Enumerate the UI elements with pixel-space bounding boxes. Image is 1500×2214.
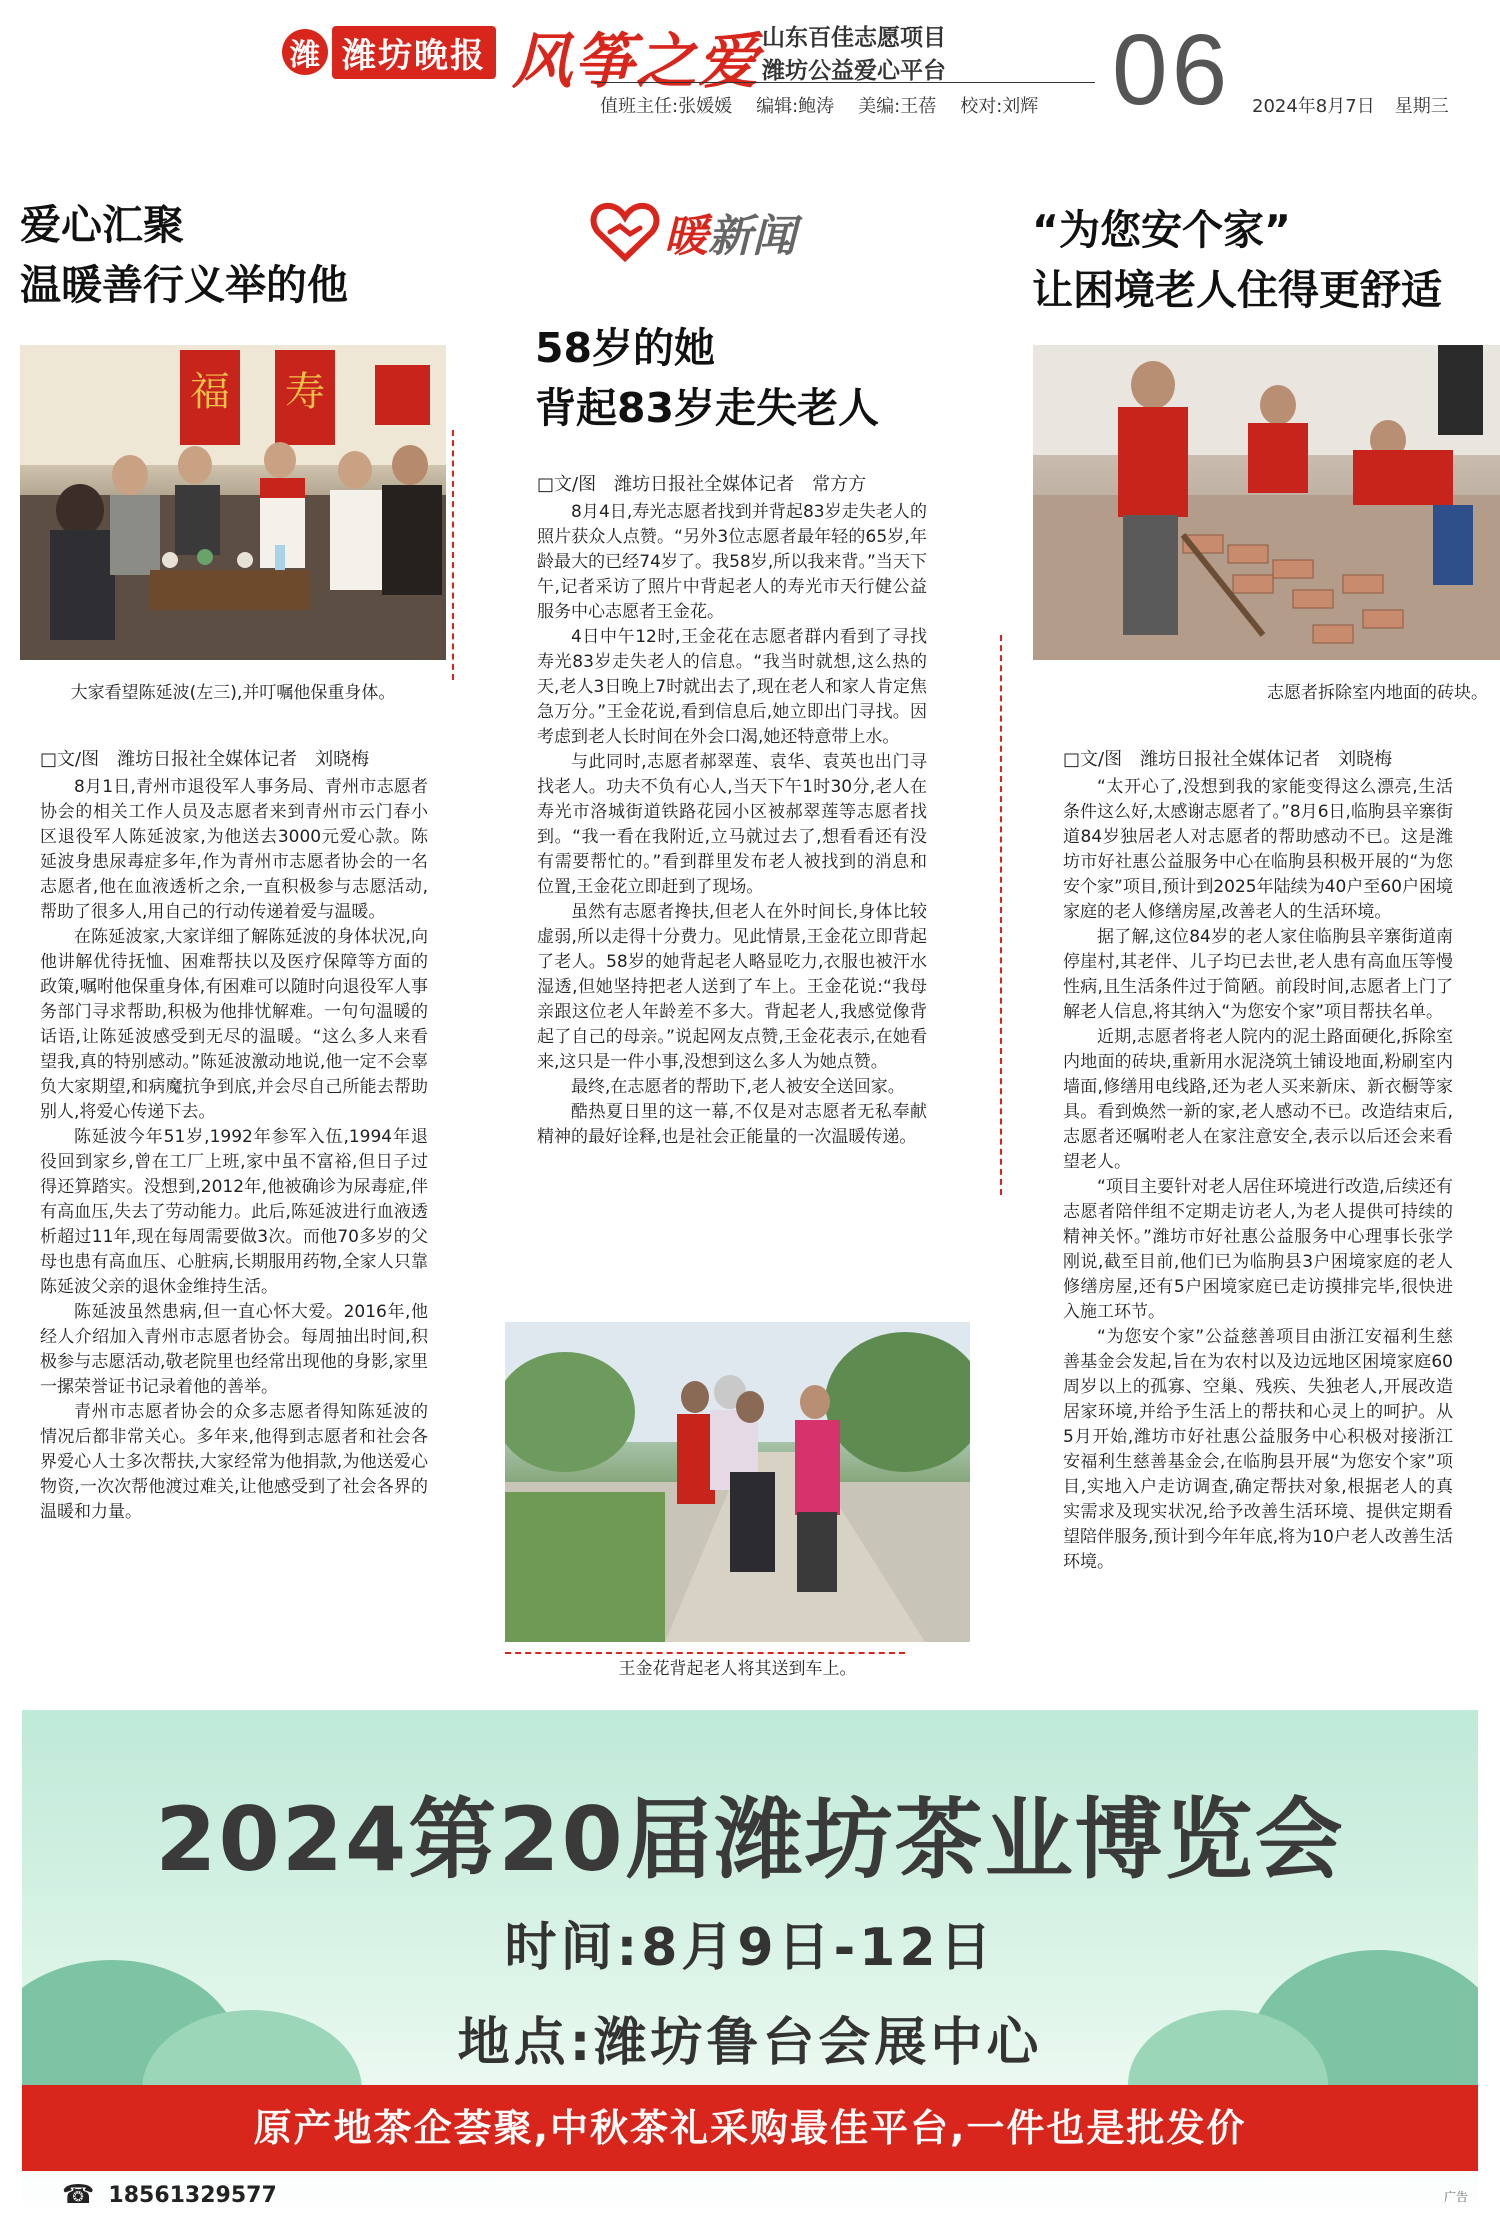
left-title-line2: 温暖善行义举的他 [20, 261, 348, 309]
right-paragraph: “项目主要针对老人居住环境进行改造,后续还有志愿者陪伴组不定期走访老人,为老人提供可持续的精神关怀。”潍坊市好社惠公益服务中心理事长张学刚说,截至目前,他们已为临朐县3户困境家庭的老人修缮房屋,还有5户困境家庭已走访摸排完毕,很快进入施工环节。 [1063, 1177, 1453, 1322]
decorative-dash [1000, 635, 1002, 1195]
calligraphy-shou: 寿 [285, 369, 325, 415]
editor-credit: 校对:刘辉 [960, 96, 1039, 117]
right-paragraph: 近期,志愿者将老人院内的泥土路面硬化,拆除室内地面的砖块,重新用水泥浇筑土铺设地面,粉刷室内墙面,修缮用电线路,还为老人买来新床、新衣橱等家具。看到焕然一新的家,老人感动不已。改造结束后,志愿者还嘱咐老人在家注意安全,表示以后还会来看望老人。 [1063, 1027, 1453, 1172]
page-number: 06 [1112, 14, 1232, 126]
left-article-title [20, 195, 440, 315]
left-title-line1: 爱心汇聚 [20, 201, 184, 249]
middle-paragraph: 与此同时,志愿者郝翠莲、袁华、袁英也出门寻找老人。功夫不负有心人,当天下午1时30分,老人在寿光市洛城街道铁路花园小区被郝翠莲等志愿者找到。“我一看在我附近,立马就过去了,想看看还有没有需要帮忙的。”看到群里发布老人被找到的消息和位置,王金花立即赶到了现场。 [537, 752, 927, 897]
left-paragraph: 陈延波今年51岁,1992年参军入伍,1994年退役回到家乡,曾在工厂上班,家中虽不富裕,但日子过得还算踏实。没想到,2012年,他被确诊为尿毒症,伴有高血压,失去了劳动能力。此后,陈延波进行血液透析超过11年,现在每周需要做3次。而他70多岁的父母也患有高血压、心脏病,长期服用药物,全家人只靠陈延波父亲的退休金维持生活。 [40, 1127, 428, 1297]
masthead [0, 0, 1500, 125]
middle-byline: □文/图 潍坊日报社全媒体记者 常方方 [537, 474, 867, 495]
right-paragraph: 据了解,这位84岁的老人家住临朐县辛寨街道南停崖村,其老伴、儿子均已去世,老人患有高血压等慢性病,且生活条件过于简陋。前段时间,志愿者上门了解老人信息,将其纳入“为您安个家”项目帮扶名单。 [1063, 927, 1453, 1022]
left-photo-caption: 大家看望陈延波(左三),并叮嘱他保重身体。 [70, 683, 396, 703]
right-photo-caption: 志愿者拆除室内地面的砖块。 [1267, 683, 1488, 703]
right-title-line1: “为您安个家” [1032, 206, 1291, 254]
right-title-line2: 让困境老人住得更舒适 [1032, 266, 1442, 314]
date: 2024年8月7日 [1252, 96, 1375, 117]
handshake-heart-icon [590, 202, 660, 262]
editor-credit: 美编:王蓓 [858, 96, 937, 117]
ad-phone [62, 2180, 277, 2210]
middle-paragraph: 4日中午12时,王金花在志愿者群内看到了寻找寿光83岁走失老人的信息。“我当时就想,这么热的天,老人3日晚上7时就出去了,现在老人和家人肯定焦急万分。”王金花说,看到信息后,她立即出门寻找。因考虑到老人长时间在外会口渴,她还特意带上水。 [537, 627, 927, 747]
column-subtitle [762, 22, 946, 88]
ad-slogan-banner: 原产地茶企荟聚,中秋茶礼采购最佳平台,一件也是批发价 [22, 2085, 1478, 2171]
editor-credit: 值班主任:张媛媛 [600, 96, 733, 117]
left-article-body [40, 775, 428, 1525]
middle-photo-caption: 王金花背起老人将其送到车上。 [618, 1659, 857, 1679]
warm-news-title [664, 200, 796, 264]
phone-icon: ☎ [62, 2180, 95, 2210]
middle-title-line2: 背起83岁走失老人 [535, 384, 880, 432]
warm-news-red: 暖 [664, 211, 708, 262]
right-paragraph: “太开心了,没想到我的家能变得这么漂亮,生活条件这么好,太感谢志愿者了。”8月6日,临朐县辛寨街道84岁独居老人对志愿者的帮助感动不已。这是潍坊市好社惠公益服务中心在临朐县积极开展的“为您安个家”项目,预计到2025年陆续为40户至60户困境家庭的老人修缮房屋,改善老人的生活环境。 [1063, 777, 1453, 922]
middle-article-photo [505, 1322, 970, 1642]
middle-article-body [537, 500, 927, 1150]
right-article-photo [1033, 345, 1500, 660]
issue-date [1252, 92, 1449, 118]
paper-logo-mark: 潍 [282, 29, 328, 75]
ad-place: 地点:潍坊鲁台会展中心 [457, 2013, 1043, 2073]
brick-removal-illustration [1033, 345, 1500, 660]
middle-paragraph: 8月4日,寿光志愿者找到并背起83岁走失老人的照片获众人点赞。“另外3位志愿者最年轻的65岁,年龄最大的已经74岁了。我58岁,所以我来背。”当天下午,记者采访了照片中背起老人的寿光市天行健公益服务中心志愿者王金花。 [537, 502, 927, 622]
right-paragraph: “为您安个家”公益慈善项目由浙江安福利生慈善基金会发起,旨在为农村以及边远地区困境家庭60周岁以上的孤寡、空巢、残疾、失独老人,开展改造居家环境,并给予生活上的帮扶和心灵上的呵护。从5月开始,潍坊市好社惠公益服务中心积极对接浙江安福利生慈善基金会,在临朐县开展“为您安个家”项目,实地入户走访调查,确定帮扶对象,根据老人的真实需求及现实状况,给予改善生活环境、提供定期看望陪伴服务,预计到今年年底,将为10户老人改善生活环境。 [1063, 1327, 1453, 1572]
paper-logo [282, 28, 496, 76]
column-subtitle-line2: 潍坊公益爱心平台 [762, 58, 946, 84]
decorative-dash [452, 430, 454, 680]
visit-scene-illustration [20, 345, 446, 660]
editor-credit: 编辑:鲍涛 [756, 96, 835, 117]
ad-tag: 广告 [1443, 2190, 1468, 2204]
editor-credits [600, 92, 1038, 118]
left-paragraph: 8月1日,青州市退役军人事务局、青州市志愿者协会的相关工作人员及志愿者来到青州市云门春小区退役军人陈延波家,为他送去3000元爱心款。陈延波身患尿毒症多年,作为青州市志愿者协会的一名志愿者,他在血液透析之余,一直积极参与志愿活动,帮助了很多人,用自己的行动传递着爱与温暖。 [40, 777, 428, 922]
left-paragraph: 青州市志愿者协会的众多志愿者得知陈延波的情况后都非常关心。多年来,他得到志愿者和社会各界爱心人士多次帮扶,大家经常为他捐款,为他送爱心物资,一次次帮他渡过难关,让他感受到了社会各界的温暖和力量。 [40, 1402, 428, 1522]
left-byline: □文/图 潍坊日报社全媒体记者 刘晓梅 [40, 749, 370, 770]
middle-paragraph: 最终,在志愿者的帮助下,老人被安全送回家。 [571, 1077, 905, 1097]
header-rule [595, 82, 1095, 83]
middle-title-line1: 58岁的她 [535, 324, 716, 372]
middle-article-title [535, 318, 955, 438]
middle-paragraph: 酷热夏日里的这一幕,不仅是对志愿者无私奉献精神的最好诠释,也是社会正能量的一次温暖传递。 [537, 1102, 927, 1147]
right-article-title [1032, 200, 1492, 320]
paper-name: 潍坊晚报 [332, 26, 496, 79]
column-title: 风筝之爱 [512, 27, 760, 97]
ad-time: 时间:8月9日-12日 [504, 1918, 996, 1978]
left-paragraph: 陈延波虽然患病,但一直心怀大爱。2016年,他经人介绍加入青州市志愿者协会。每周抽出时间,积极参与志愿活动,敬老院里也经常出现他的身影,家里一摞荣誉证书记录着他的善举。 [40, 1302, 428, 1397]
tea-expo-advertisement [22, 1710, 1478, 2214]
right-article-body [1063, 775, 1453, 1575]
carrying-elder-illustration [505, 1322, 970, 1642]
left-paragraph: 在陈延波家,大家详细了解陈延波的身体状况,向他讲解优待抚恤、困难帮扶以及医疗保障等方面的政策,嘱咐他保重身体,有困难可以随时向退役军人事务部门寻求帮助,积极为他排忧解难。一句句温暖的话语,让陈延波感受到无尽的温暖。“这么多人来看望我,真的特别感动。”陈延波激动地说,他一定不会辜负大家期望,和病魔抗争到底,并会尽自己所能去帮助别人,将爱心传递下去。 [40, 927, 428, 1122]
warm-news-grey: 新闻 [708, 211, 796, 262]
left-article-photo [20, 345, 446, 660]
warm-news-logo [590, 200, 796, 264]
calligraphy-fu: 福 [190, 369, 230, 415]
column-subtitle-line1: 山东百佳志愿项目 [762, 25, 946, 51]
middle-paragraph: 虽然有志愿者搀扶,但老人在外时间长,身体比较虚弱,所以走得十分费力。见此情景,王金花立即背起了老人。58岁的她背起老人略显吃力,衣服也被汗水湿透,但她坚持把老人送到了车上。王金花说:“我母亲跟这位老人年龄差不多大。背起老人,我感觉像背起了自己的母亲。”说起网友点赞,王金花表示,在她看来,这只是一件小事,没想到这么多人为她点赞。 [537, 902, 927, 1072]
weekday: 星期三 [1394, 96, 1449, 117]
ad-title: 2024第20届潍坊茶业博览会 [155, 1788, 1345, 1891]
phone-number: 18561329577 [108, 2182, 277, 2208]
right-byline: □文/图 潍坊日报社全媒体记者 刘晓梅 [1063, 749, 1393, 770]
